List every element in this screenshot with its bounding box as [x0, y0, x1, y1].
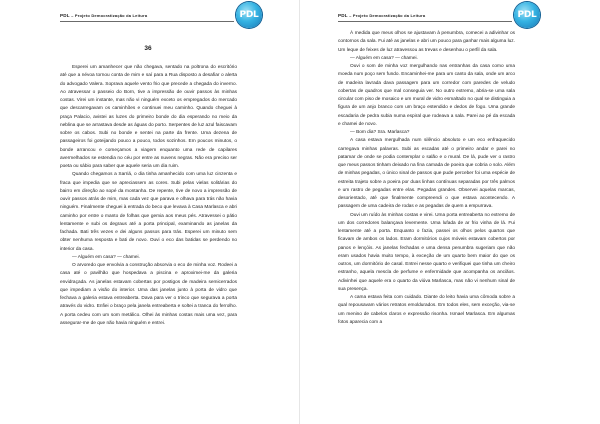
chapter-number: 36	[144, 45, 152, 52]
header-subtitle: – Projeto Democratização da Leitura	[347, 12, 426, 18]
paragraph: O arvoredo que envolvia a construção absorvia o eco de minha voz. Rodeei a casa até o pavilhão que hospedava a piscina e aproximei-me da galeria envidraçada. As janelas estavam cobertas por postigos de madeira semicerrados que impediam a visão do interior. Uma das janelas junto à porta de vidro que fechava a galeria estava entreaberta. Dava para ver o trinco que segurava a porta através do vidro. Enfiei o braço pela janela entreaberta e soltei a tranca do ferrolho. A porta cedeu com um som metálico. Olhei às minhas costas mais uma vez, para assegurar-me de que não havia ninguém e entrei.	[60, 263, 237, 326]
page-header	[60, 4, 258, 30]
paragraph: À medida que meus olhos se ajustavam à penumbra, comecei a adivinhar os contornos da sala. Fui até as janelas e abri um pouco para ganhar mais alguma luz. Um leque de feixes de luz atravessou as trevas e desenhou o perfil da sala.	[338, 31, 515, 53]
paragraph: — Alguém em casa? — chamei.	[72, 254, 140, 260]
right-page	[300, 0, 600, 424]
header-rule	[338, 21, 512, 22]
pdl-logo-icon	[236, 2, 262, 28]
header-title	[60, 13, 147, 18]
page-body	[338, 30, 515, 327]
paragraph: Ouvi um ruído às minhas costas e virei. Uma porta entreaberta no extremo de um dos corredores balançava levemente. Uma lufada de ar frio vinha de lá. Fui lentamente até a porta. Enquanto o fazia, passei os olhos pelos quartos que ficavam de ambos os lados. Eram dormitórios cujos móveis estavam cobertos por panos e lençóis. As janelas fechadas e uma densa penumbra sugeriam que não eram usados havia muito tempo, à exceção de um quarto bem maior do que os outros, um dormitório de casal. Entrei nesse quarto e verifiquei que tinha um cheiro estranho, aquela mescla de perfume e enfermidade que acompanha os anciãos. Adivinhei que aquele era o quarto da viúva Marlasca, mas não vi nenhum sinal de sua presença.	[338, 212, 515, 292]
page-body	[60, 64, 237, 328]
paragraph: — Alguém em casa? — chamei.	[350, 55, 418, 61]
pdl-logo-icon	[514, 2, 540, 28]
header-rule	[60, 21, 234, 22]
paragraph: A cama estava feita com cuidado. Diante do leito havia uma cômoda sobre a qual repousavam vários retratos emoldurados. Em todos eles, sem exceção, via-se um menino de cabelos claros e expressão risonha. Ismael Marlasca. Em algumas fotos aparecia com a	[338, 295, 515, 325]
header-title	[338, 13, 425, 18]
logo-text: PDL	[239, 10, 259, 20]
header-subtitle: – Projeto Democratização da Leitura	[69, 12, 148, 18]
paragraph: — Bom dia? Sra. Marlasca?	[350, 130, 410, 135]
page-header	[338, 4, 536, 30]
logo-text: PDL	[517, 10, 537, 20]
paragraph: Ouvi o som de minha voz mergulhando nas entranhas da casa como uma moeda num poço sem fundo. Encaminhei-me para um canto da sala, onde um arco de madeira lavrada dava passagem para um corredor com paredes de veludo cobertas de quadros que mal conseguia ver. No outro extremo, abria-se uma sala circular com piso de mosaico e um mural de vidro esmaltado no qual se distinguia a figura de um anjo branco com um braço estendido e dedos de fogo. Uma grande escadaria de pedra subia numa espiral que rodeava a sala. Parei ao pé da escada e chamei de novo.	[338, 64, 515, 127]
header-brand: PDL	[338, 12, 348, 18]
paragraph: Esperei um amanhecer que não chegava, sentado na poltrona do escritório até que a névoa tornou conta de mim e saí para a Rua disposto a desafiar o alerta do advogado Valera. Soprava aquele vento frio que precede a chegada do inverno. Ao atravessar o passeio do Born, tive a impressão de ouvir passos às minhas costas. Virei um instante, mas não vi ninguém exceto os empregados do mercado que descarregavam os caminhões e continuei meu caminho. Quando cheguei à praça Palacio, avistei as luzes do primeiro bonde do dia esperando no meio da neblina que se arrastava desde as águas do porto. Serpentes de luz azul faiscavam sobre os cabos. Subi no bonde e sentei na parte da frente. Uma dezena de passageiros foi goteijando pouco a pouco, todos sozinhos. Em poucos minutos, o bonde arrancou e começamos a viagem enquanto uma rede de capilares avermelhados se estendia no céu por entre as nuvens negras. Não era preciso ser poeta ou sábio para saber que aquele seria um dia ruim.	[60, 65, 237, 169]
paragraph: A casa estava mergulhada num silêncio absoluto e um eco enfraquecido carregava minhas palavras. Subi as escadas até o primeiro andar e parei no patamar de onde se podia contemplar o salão e o mural. De lá, pude ver o rastro que meus passos tinham deixado na fina camada de poeira que cobria o solo. Além de minhas pegadas, o único sinal de passos que pude perceber foi uma espécie de estreita trajeto sobre a poeira por duas linhas contínuas separadas por três palmos e um rastro de pegadas entre elas. Pegadas grandes. Observei aquelas marcas, desorientado, até que finalmente compreendi o que estava acontecendo. A passagem de uma cadeira de rodas e as pegadas de quem a empurrava.	[338, 138, 515, 210]
paragraph: Quando chegamos a Sarriá, o dia tinha amanhecido com uma luz cinzenta e fraca que impedia que se apreciassem as cores. Subi pelas vielas solitárias do bairro em direção ao sopé da montanha. De repente, tive de novo a impressão de ouvir passos atrás de mim, mas cada vez que parava e olhava para trás não havia ninguém. Finalmente cheguei à entrada do beco que levava à Casa Marlasca e abri caminho por entre o manto de folhas que gemia aos meus pés. Atravessei o pátio lentamente e subi os degraus até a porta principal, examinando as janelas da fachada. Bati três vezes e dei alguns passos para trás. Esperei um minuto sem obter nenhuma resposta e bati de novo. Ouvi o eco das batidas se perdendo no interior da casa.	[60, 172, 237, 252]
header-brand: PDL	[60, 12, 70, 18]
